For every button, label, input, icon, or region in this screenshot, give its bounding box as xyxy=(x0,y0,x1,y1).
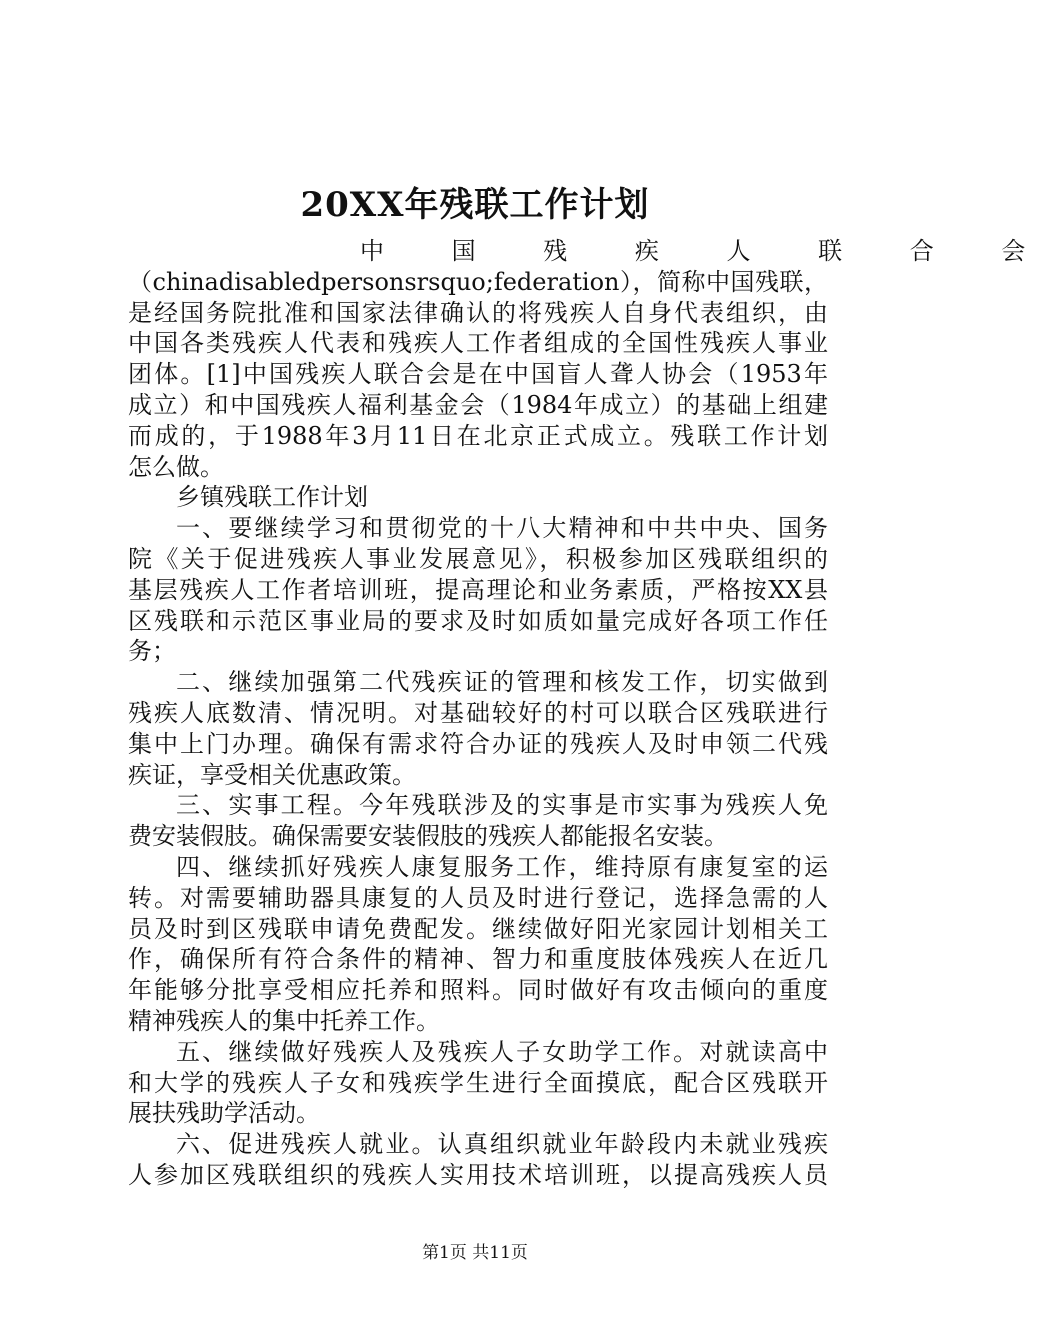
body-line: 人参加区残联组织的残疾人实用技术培训班，以提高残疾人员 xyxy=(128,1160,828,1189)
body-line: 成立）和中国残疾人福利基金会（1984年成立）的基础上组建 xyxy=(128,390,828,419)
body-line: 院《关于促进残疾人事业发展意见》，积极参加区残联组织的 xyxy=(128,544,828,573)
body-line: 中 国 残 疾 人 联 合 会 xyxy=(360,237,1055,265)
body-line: 五、继续做好残疾人及残疾人子女助学工作。对就读高中 xyxy=(176,1037,828,1066)
document-title: 20XX年残联工作计划 xyxy=(300,185,650,225)
page-number: 第1页 共11页 xyxy=(422,1243,528,1263)
body-line: 残疾人底数清、情况明。对基础较好的村可以联合区残联进行 xyxy=(128,698,828,727)
body-line: 三、实事工程。今年残联涉及的实事是市实事为残疾人免 xyxy=(176,791,828,820)
body-line: 区残联和示范区事业局的要求及时如质如量完成好各项工作任 xyxy=(128,606,828,635)
body-line: 费安装假肢。确保需要安装假肢的残疾人都能报名安装。 xyxy=(128,822,728,851)
body-line: 集中上门办理。确保有需求符合办证的残疾人及时申领二代残 xyxy=(128,729,828,758)
document-body xyxy=(128,236,1055,1191)
body-line: 一、要继续学习和贯彻党的十八大精神和中共中央、国务 xyxy=(176,514,828,543)
body-line: 展扶残助学活动。 xyxy=(128,1099,320,1128)
body-line: 精神残疾人的集中托养工作。 xyxy=(128,1006,440,1035)
body-line: 务； xyxy=(128,637,176,666)
body-line: 而成的，于1988年3月11日在北京正式成立。残联工作计划 xyxy=(128,421,828,450)
body-line: 二、继续加强第二代残疾证的管理和核发工作，切实做到 xyxy=(176,668,828,697)
body-line: 怎么做。 xyxy=(128,452,224,481)
body-line: 四、继续抓好残疾人康复服务工作，维持原有康复室的运 xyxy=(176,852,828,881)
body-line: 是经国务院批准和国家法律确认的将残疾人自身代表组织，由 xyxy=(128,298,828,327)
body-line: 员及时到区残联申请免费配发。继续做好阳光家园计划相关工 xyxy=(128,914,828,943)
body-line: （chinadisabledpersonsrsquo;federation），简称中国残联， xyxy=(128,267,828,296)
body-line: 转。对需要辅助器具康复的人员及时进行登记，选择急需的人 xyxy=(128,883,828,912)
body-line: 团体。[1]中国残疾人联合会是在中国盲人聋人协会（1953年 xyxy=(128,360,828,389)
body-line: 和大学的残疾人子女和残疾学生进行全面摸底，配合区残联开 xyxy=(128,1068,828,1097)
body-line: 作，确保所有符合条件的精神、智力和重度肢体残疾人在近几 xyxy=(128,945,828,974)
section-heading: 乡镇残联工作计划 xyxy=(176,483,368,512)
body-line: 年能够分批享受相应托养和照料。同时做好有攻击倾向的重度 xyxy=(128,976,828,1005)
body-line: 中国各类残疾人代表和残疾人工作者组成的全国性残疾人事业 xyxy=(128,329,828,358)
body-line: 基层残疾人工作者培训班，提高理论和业务素质，严格按XX县 xyxy=(128,575,828,604)
body-line: 疾证，享受相关优惠政策。 xyxy=(128,760,416,789)
body-line: 六、促进残疾人就业。认真组织就业年龄段内未就业残疾 xyxy=(176,1130,828,1159)
